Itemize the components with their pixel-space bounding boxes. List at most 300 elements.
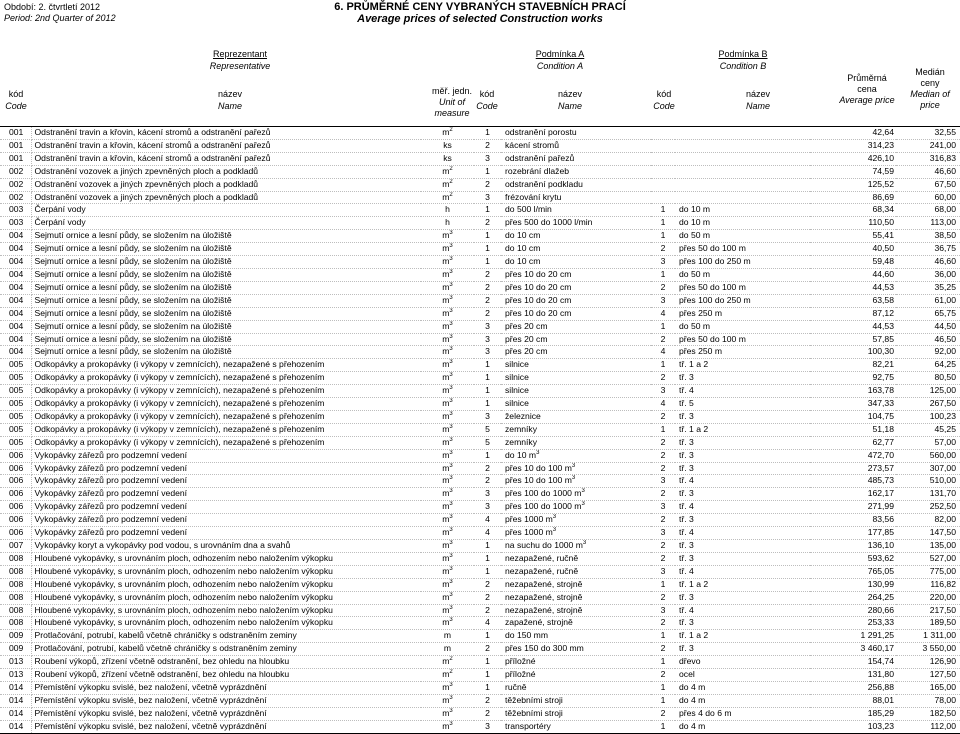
cell-name: Odstranění travin a křovin, kácení stromů a odstranění pařezů xyxy=(31,139,421,152)
table-row xyxy=(0,578,960,591)
cell-cond-a-name: do 10 $m^3$ xyxy=(501,449,651,462)
cell-unit: $m^3$ xyxy=(421,565,474,578)
cell-average-price: 253,33 xyxy=(810,617,896,630)
cell-cond-a-code: 5 xyxy=(474,423,501,436)
cell-unit: $m^3$ xyxy=(421,578,474,591)
cell-cond-b-code: 1 xyxy=(651,630,675,643)
cell-average-price: 74,59 xyxy=(810,165,896,178)
cell-unit: $m^3$ xyxy=(421,230,474,243)
cell-name: Odstranění vozovek a jiných zpevněných ploch a podkladů xyxy=(31,165,421,178)
cell-cond-b-name: tř. 1 a 2 xyxy=(675,630,810,643)
cell-average-price: 1 291,25 xyxy=(810,630,896,643)
cell-cond-b-name: tř. 3 xyxy=(675,436,810,449)
table-row xyxy=(0,462,960,475)
col-unit-header-en: Unit of xyxy=(438,97,465,107)
table-row xyxy=(0,591,960,604)
cell-cond-b-name xyxy=(675,178,810,191)
cell-name: Vykopávky zářezů pro podzemní vedení xyxy=(31,527,421,540)
cell-code: 006 xyxy=(0,475,31,488)
cell-cond-a-name: nezapažené, strojně xyxy=(501,578,651,591)
table-row xyxy=(0,256,960,269)
cell-cond-a-name: silnice xyxy=(501,398,651,411)
cell-median-price: 46,50 xyxy=(896,333,960,346)
cell-cond-a-name: silnice xyxy=(501,385,651,398)
cell-unit: $m^2$ xyxy=(421,669,474,682)
cell-unit: $m^3$ xyxy=(421,720,474,733)
cell-code: 002 xyxy=(0,165,31,178)
cell-code: 005 xyxy=(0,410,31,423)
table-row xyxy=(0,359,960,372)
cell-cond-a-name: ručně xyxy=(501,681,651,694)
cell-cond-a-code: 2 xyxy=(474,178,501,191)
cell-average-price: 92,75 xyxy=(810,372,896,385)
cell-name: Sejmutí ornice a lesní půdy, se složením na úložiště xyxy=(31,346,421,359)
cell-median-price: 82,00 xyxy=(896,514,960,527)
cell-cond-b-code: 2 xyxy=(651,540,675,553)
cell-code: 005 xyxy=(0,359,31,372)
cell-cond-b-code xyxy=(651,152,675,165)
cell-cond-b-code: 1 xyxy=(651,359,675,372)
cell-name: Odkopávky a prokopávky (i výkopy v zemnících), nezapažené s přehozením xyxy=(31,385,421,398)
cell-cond-b-name: tř. 4 xyxy=(675,565,810,578)
cell-median-price: 78,00 xyxy=(896,694,960,707)
cell-median-price: 510,00 xyxy=(896,475,960,488)
cell-cond-b-name: tř. 3 xyxy=(675,449,810,462)
col-unit-header: měř. jedn. xyxy=(431,86,473,96)
cell-cond-a-code: 4 xyxy=(474,514,501,527)
table-row xyxy=(0,165,960,178)
cell-average-price: 110,50 xyxy=(810,217,896,230)
cell-name: Roubení výkopů, zřízení včetně odstranění, bez ohledu na hloubku xyxy=(31,669,421,682)
col-median-header-en: Median of xyxy=(910,89,950,99)
cell-unit: $m^3$ xyxy=(421,604,474,617)
col-median-header-en-2: price xyxy=(920,100,940,110)
cell-cond-a-code: 1 xyxy=(474,385,501,398)
cell-cond-a-code: 2 xyxy=(474,307,501,320)
cell-cond-b-name: do 4 m xyxy=(675,720,810,733)
cell-cond-b-code: 2 xyxy=(651,514,675,527)
cell-cond-a-code: 2 xyxy=(474,707,501,720)
cell-cond-b-name xyxy=(675,191,810,204)
cell-cond-a-code: 5 xyxy=(474,436,501,449)
cell-cond-a-name: přes 10 do 20 cm xyxy=(501,281,651,294)
cell-median-price: 35,25 xyxy=(896,281,960,294)
cell-cond-b-code: 1 xyxy=(651,268,675,281)
cell-average-price: 104,75 xyxy=(810,410,896,423)
cell-unit: $m^3$ xyxy=(421,707,474,720)
cell-average-price: 472,70 xyxy=(810,449,896,462)
table-row xyxy=(0,178,960,191)
cell-cond-a-name: silnice xyxy=(501,372,651,385)
cell-cond-b-code xyxy=(651,165,675,178)
cell-median-price: 182,50 xyxy=(896,707,960,720)
col-code-header-en: Code xyxy=(5,101,27,111)
cell-median-price: 100,23 xyxy=(896,410,960,423)
cell-cond-a-code: 1 xyxy=(474,243,501,256)
cell-cond-b-name: tř. 5 xyxy=(675,398,810,411)
cell-cond-a-name: odstranění podkladu xyxy=(501,178,651,191)
cell-cond-b-name: tř. 3 xyxy=(675,462,810,475)
cell-median-price: 36,00 xyxy=(896,268,960,281)
cell-average-price: 44,53 xyxy=(810,320,896,333)
table-row xyxy=(0,501,960,514)
table-row xyxy=(0,488,960,501)
cell-average-price: 57,85 xyxy=(810,333,896,346)
cell-name: Hloubené vykopávky, s urovnáním ploch, odhozením nebo naložením výkopku xyxy=(31,617,421,630)
cell-code: 009 xyxy=(0,643,31,656)
cell-cond-a-code: 2 xyxy=(474,462,501,475)
table-row xyxy=(0,630,960,643)
cell-cond-a-code: 1 xyxy=(474,669,501,682)
cell-code: 014 xyxy=(0,681,31,694)
cell-average-price: 163,78 xyxy=(810,385,896,398)
cell-cond-a-code: 2 xyxy=(474,475,501,488)
table-row xyxy=(0,656,960,669)
cell-unit: $m^3$ xyxy=(421,552,474,565)
cell-unit: $m^3$ xyxy=(421,488,474,501)
price-table xyxy=(0,127,960,734)
cell-code: 004 xyxy=(0,333,31,346)
cell-cond-a-name: na suchu do 1000 $m^3$ xyxy=(501,540,651,553)
cell-name: Odkopávky a prokopávky (i výkopy v zemnících), nezapažené s přehozením xyxy=(31,359,421,372)
table-row xyxy=(0,540,960,553)
cell-cond-b-code: 3 xyxy=(651,294,675,307)
cell-cond-a-name: zapažené, strojně xyxy=(501,617,651,630)
cell-cond-a-code: 1 xyxy=(474,681,501,694)
cell-code: 006 xyxy=(0,462,31,475)
cell-average-price: 593,62 xyxy=(810,552,896,565)
cell-median-price: 241,00 xyxy=(896,139,960,152)
cell-cond-b-name: do 10 m xyxy=(675,204,810,217)
cell-cond-b-code: 3 xyxy=(651,527,675,540)
table-row xyxy=(0,475,960,488)
cell-unit: $m^3$ xyxy=(421,527,474,540)
cell-unit: $m^3$ xyxy=(421,256,474,269)
col-codeA-header: kód xyxy=(479,89,495,99)
col-median-header-2: ceny xyxy=(920,78,940,88)
cell-cond-b-code: 3 xyxy=(651,604,675,617)
cell-code: 004 xyxy=(0,346,31,359)
cell-median-price: 252,50 xyxy=(896,501,960,514)
cell-code: 005 xyxy=(0,423,31,436)
cell-name: Sejmutí ornice a lesní půdy, se složením na úložiště xyxy=(31,281,421,294)
cell-median-price: 316,83 xyxy=(896,152,960,165)
cell-unit: $m^2$ xyxy=(421,127,474,139)
cell-name: Odkopávky a prokopávky (i výkopy v zemnících), nezapažené s přehozením xyxy=(31,423,421,436)
cell-code: 006 xyxy=(0,527,31,540)
col-avg-header-2: cena xyxy=(857,84,877,94)
cell-code: 014 xyxy=(0,694,31,707)
cell-cond-b-code: 2 xyxy=(651,707,675,720)
cell-cond-a-code: 1 xyxy=(474,359,501,372)
cell-average-price: 256,88 xyxy=(810,681,896,694)
cell-code: 008 xyxy=(0,578,31,591)
cell-cond-b-name: tř. 3 xyxy=(675,552,810,565)
cell-unit: $m^3$ xyxy=(421,398,474,411)
cell-cond-a-code: 2 xyxy=(474,694,501,707)
representative-header-en: Representative xyxy=(209,61,271,71)
cell-cond-a-code: 3 xyxy=(474,320,501,333)
cell-cond-a-code: 4 xyxy=(474,617,501,630)
cell-cond-b-name: tř. 3 xyxy=(675,643,810,656)
cell-code: 013 xyxy=(0,656,31,669)
cell-cond-b-code xyxy=(651,127,675,139)
table-row xyxy=(0,217,960,230)
cell-code: 004 xyxy=(0,268,31,281)
cell-cond-a-code: 1 xyxy=(474,230,501,243)
cell-name: Hloubené vykopávky, s urovnáním ploch, odhozením nebo naložením výkopku xyxy=(31,565,421,578)
cell-average-price: 271,99 xyxy=(810,501,896,514)
cell-cond-b-code: 2 xyxy=(651,410,675,423)
condition-b-header-en: Condition B xyxy=(719,61,767,71)
cell-median-price: 189,50 xyxy=(896,617,960,630)
cell-cond-b-name: přes 100 do 250 m xyxy=(675,294,810,307)
cell-cond-a-name: frézování krytu xyxy=(501,191,651,204)
cell-cond-a-name: přes 10 do 20 cm xyxy=(501,268,651,281)
cell-median-price: 220,00 xyxy=(896,591,960,604)
cell-cond-b-name: tř. 3 xyxy=(675,488,810,501)
cell-cond-a-code: 2 xyxy=(474,604,501,617)
page-subtitle: Average prices of selected Construction works xyxy=(357,13,603,25)
cell-cond-a-code: 4 xyxy=(474,527,501,540)
table-row xyxy=(0,243,960,256)
cell-cond-b-code: 1 xyxy=(651,320,675,333)
cell-cond-a-code: 3 xyxy=(474,488,501,501)
cell-cond-b-code: 3 xyxy=(651,501,675,514)
cell-cond-b-code: 2 xyxy=(651,552,675,565)
table-row xyxy=(0,436,960,449)
cell-cond-b-code: 2 xyxy=(651,617,675,630)
cell-code: 001 xyxy=(0,139,31,152)
cell-code: 004 xyxy=(0,320,31,333)
cell-average-price: 51,18 xyxy=(810,423,896,436)
cell-median-price: 32,55 xyxy=(896,127,960,139)
cell-cond-a-name: těžebními stroji xyxy=(501,707,651,720)
cell-cond-a-code: 1 xyxy=(474,127,501,139)
cell-average-price: 44,53 xyxy=(810,281,896,294)
cell-median-price: 113,00 xyxy=(896,217,960,230)
cell-cond-a-code: 1 xyxy=(474,165,501,178)
cell-cond-a-code: 2 xyxy=(474,268,501,281)
cell-name: Sejmutí ornice a lesní půdy, se složením na úložiště xyxy=(31,256,421,269)
cell-average-price: 314,23 xyxy=(810,139,896,152)
cell-cond-b-code: 3 xyxy=(651,256,675,269)
cell-cond-a-name: přes 10 do 100 $m^3$ xyxy=(501,462,651,475)
cell-unit: $m^2$ xyxy=(421,656,474,669)
table-row xyxy=(0,307,960,320)
cell-cond-b-name: přes 50 do 100 m xyxy=(675,333,810,346)
cell-unit: $m^3$ xyxy=(421,501,474,514)
table-row xyxy=(0,681,960,694)
cell-cond-a-code: 1 xyxy=(474,372,501,385)
table-row xyxy=(0,527,960,540)
cell-median-price: 61,00 xyxy=(896,294,960,307)
cell-cond-a-code: 2 xyxy=(474,591,501,604)
cell-cond-b-code: 1 xyxy=(651,217,675,230)
cell-cond-b-name: do 4 m xyxy=(675,694,810,707)
col-nameA-header-en: Name xyxy=(557,101,582,111)
cell-median-price: 38,50 xyxy=(896,230,960,243)
cell-median-price: 131,70 xyxy=(896,488,960,501)
cell-cond-a-name: odstranění pařezů xyxy=(501,152,651,165)
cell-average-price: 765,05 xyxy=(810,565,896,578)
cell-median-price: 135,00 xyxy=(896,540,960,553)
cell-cond-b-name: tř. 3 xyxy=(675,617,810,630)
cell-cond-a-code: 3 xyxy=(474,410,501,423)
cell-cond-a-name: příložné xyxy=(501,669,651,682)
cell-code: 014 xyxy=(0,707,31,720)
cell-cond-b-code: 2 xyxy=(651,333,675,346)
cell-name: Vykopávky zářezů pro podzemní vedení xyxy=(31,449,421,462)
cell-cond-a-name: nezapažené, ručně xyxy=(501,552,651,565)
col-avg-header-en: Average price xyxy=(839,95,895,105)
cell-cond-b-name: tř. 3 xyxy=(675,372,810,385)
table-row xyxy=(0,410,960,423)
cell-unit: $m^3$ xyxy=(421,320,474,333)
cell-name: Hloubené vykopávky, s urovnáním ploch, odhozením nebo naložením výkopku xyxy=(31,552,421,565)
cell-unit: ks xyxy=(421,152,474,165)
cell-average-price: 131,80 xyxy=(810,669,896,682)
condition-a-header-en: Condition A xyxy=(536,61,584,71)
cell-cond-b-name: do 50 m xyxy=(675,320,810,333)
cell-cond-b-code: 1 xyxy=(651,578,675,591)
cell-unit: m xyxy=(421,630,474,643)
cell-cond-b-code: 1 xyxy=(651,720,675,733)
cell-cond-a-name: silnice xyxy=(501,359,651,372)
cell-median-price: 125,00 xyxy=(896,385,960,398)
cell-cond-b-code xyxy=(651,178,675,191)
cell-cond-a-code: 2 xyxy=(474,643,501,656)
cell-unit: $m^3$ xyxy=(421,372,474,385)
cell-cond-b-name: tř. 3 xyxy=(675,514,810,527)
cell-cond-a-code: 1 xyxy=(474,256,501,269)
cell-median-price: 67,50 xyxy=(896,178,960,191)
table-row xyxy=(0,449,960,462)
cell-average-price: 68,34 xyxy=(810,204,896,217)
col-name-header: název xyxy=(217,89,243,99)
cell-cond-a-code: 2 xyxy=(474,217,501,230)
cell-cond-a-code: 1 xyxy=(474,449,501,462)
cell-unit: ks xyxy=(421,139,474,152)
cell-cond-a-code: 1 xyxy=(474,540,501,553)
cell-cond-a-code: 3 xyxy=(474,346,501,359)
col-nameB-header: název xyxy=(745,89,771,99)
cell-code: 006 xyxy=(0,488,31,501)
cell-median-price: 46,60 xyxy=(896,165,960,178)
cell-code: 003 xyxy=(0,204,31,217)
cell-median-price: 527,00 xyxy=(896,552,960,565)
cell-cond-a-code: 1 xyxy=(474,656,501,669)
col-name-header-en: Name xyxy=(217,101,242,111)
cell-cond-a-code: 2 xyxy=(474,294,501,307)
cell-cond-a-name: zemníky xyxy=(501,436,651,449)
condition-a-header: Podmínka A xyxy=(535,49,585,59)
cell-unit: $m^3$ xyxy=(421,333,474,346)
cell-cond-b-code: 2 xyxy=(651,462,675,475)
cell-unit: $m^3$ xyxy=(421,514,474,527)
col-unit-header-en-2: measure xyxy=(434,108,470,118)
cell-average-price: 62,77 xyxy=(810,436,896,449)
cell-average-price: 42,64 xyxy=(810,127,896,139)
cell-median-price: 92,00 xyxy=(896,346,960,359)
cell-cond-b-name: přes 50 do 100 m xyxy=(675,281,810,294)
cell-name: Vykopávky zářezů pro podzemní vedení xyxy=(31,501,421,514)
cell-cond-a-code: 2 xyxy=(474,139,501,152)
table-row xyxy=(0,565,960,578)
cell-cond-a-name: přes 150 do 300 mm xyxy=(501,643,651,656)
cell-name: Sejmutí ornice a lesní půdy, se složením na úložiště xyxy=(31,294,421,307)
cell-name: Hloubené vykopávky, s urovnáním ploch, odhozením nebo naložením výkopku xyxy=(31,604,421,617)
table-row xyxy=(0,191,960,204)
cell-name: Hloubené vykopávky, s urovnáním ploch, odhozením nebo naložením výkopku xyxy=(31,578,421,591)
cell-cond-b-name: tř. 1 a 2 xyxy=(675,578,810,591)
cell-median-price: 45,25 xyxy=(896,423,960,436)
table-row xyxy=(0,320,960,333)
cell-cond-a-name: do 10 cm xyxy=(501,230,651,243)
cell-unit: $m^3$ xyxy=(421,294,474,307)
cell-code: 006 xyxy=(0,514,31,527)
cell-name: Sejmutí ornice a lesní půdy, se složením na úložiště xyxy=(31,320,421,333)
cell-name: Protlačování, potrubí, kabelů včetně chráničky s odstraněním zeminy xyxy=(31,643,421,656)
cell-average-price: 82,21 xyxy=(810,359,896,372)
cell-name: Přemístění výkopku svislé, bez naložení, včetně vyprázdnění xyxy=(31,694,421,707)
cell-cond-b-name: ocel xyxy=(675,669,810,682)
cell-cond-a-name: těžebními stroji xyxy=(501,694,651,707)
cell-median-price: 36,75 xyxy=(896,243,960,256)
cell-unit: $m^3$ xyxy=(421,243,474,256)
cell-average-price: 59,48 xyxy=(810,256,896,269)
table-row xyxy=(0,398,960,411)
cell-cond-b-name: přes 100 do 250 m xyxy=(675,256,810,269)
cell-cond-b-name: tř. 4 xyxy=(675,385,810,398)
cell-median-price: 112,00 xyxy=(896,720,960,733)
table-row xyxy=(0,385,960,398)
cell-unit: $m^3$ xyxy=(421,268,474,281)
cell-code: 007 xyxy=(0,540,31,553)
cell-cond-b-name: dřevo xyxy=(675,656,810,669)
cell-median-price: 126,90 xyxy=(896,656,960,669)
cell-cond-a-code: 3 xyxy=(474,191,501,204)
cell-cond-b-code: 2 xyxy=(651,669,675,682)
cell-unit: $m^3$ xyxy=(421,475,474,488)
cell-average-price: 177,85 xyxy=(810,527,896,540)
cell-name: Odkopávky a prokopávky (i výkopy v zemnících), nezapažené s přehozením xyxy=(31,410,421,423)
cell-median-price: 46,60 xyxy=(896,256,960,269)
cell-cond-a-name: do 10 cm xyxy=(501,243,651,256)
table-row xyxy=(0,268,960,281)
cell-cond-b-code: 2 xyxy=(651,449,675,462)
cell-cond-b-code: 4 xyxy=(651,346,675,359)
cell-code: 005 xyxy=(0,372,31,385)
cell-cond-a-code: 1 xyxy=(474,204,501,217)
cell-unit: h xyxy=(421,217,474,230)
cell-average-price: 44,60 xyxy=(810,268,896,281)
cell-average-price: 88,01 xyxy=(810,694,896,707)
cell-name: Odkopávky a prokopávky (i výkopy v zemnících), nezapažené s přehozením xyxy=(31,436,421,449)
cell-cond-a-code: 2 xyxy=(474,578,501,591)
cell-name: Sejmutí ornice a lesní půdy, se složením na úložiště xyxy=(31,268,421,281)
cell-name: Přemístění výkopku svislé, bez naložení, včetně vyprázdnění xyxy=(31,707,421,720)
cell-cond-b-code: 4 xyxy=(651,398,675,411)
cell-name: Odkopávky a prokopávky (i výkopy v zemnících), nezapažené s přehozením xyxy=(31,372,421,385)
cell-cond-a-name: příložné xyxy=(501,656,651,669)
cell-median-price: 147,50 xyxy=(896,527,960,540)
cell-name: Roubení výkopů, zřízení včetně odstranění, bez ohledu na hloubku xyxy=(31,656,421,669)
cell-cond-a-name: do 150 mm xyxy=(501,630,651,643)
cell-unit: $m^3$ xyxy=(421,346,474,359)
cell-cond-b-name xyxy=(675,139,810,152)
cell-code: 008 xyxy=(0,565,31,578)
